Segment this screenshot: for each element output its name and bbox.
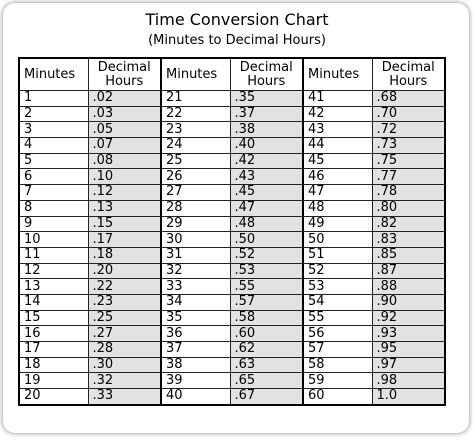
minutes-cell: 29 bbox=[161, 216, 230, 232]
table-row bbox=[19, 294, 445, 310]
decimal-hours-cell: 1.0 bbox=[372, 389, 445, 405]
minutes-cell: 47 bbox=[303, 185, 372, 201]
table-row bbox=[19, 263, 445, 279]
minutes-cell: 51 bbox=[303, 247, 372, 263]
minutes-cell: 43 bbox=[303, 122, 372, 138]
decimal-hours-cell: .15 bbox=[88, 216, 161, 232]
table-header-row bbox=[19, 58, 445, 91]
decimal-hours-cell: .73 bbox=[372, 138, 445, 154]
minutes-cell: 28 bbox=[161, 200, 230, 216]
minutes-cell: 8 bbox=[19, 200, 88, 216]
minutes-cell: 14 bbox=[19, 294, 88, 310]
minutes-cell: 2 bbox=[19, 106, 88, 122]
minutes-header: Minutes bbox=[303, 58, 372, 91]
decimal-hours-cell: .45 bbox=[230, 185, 303, 201]
decimal-hours-cell: .78 bbox=[372, 185, 445, 201]
minutes-cell: 27 bbox=[161, 185, 230, 201]
chart-title: Time Conversion Chart bbox=[145, 10, 329, 29]
decimal-hours-cell: .70 bbox=[372, 106, 445, 122]
decimal-hours-cell: .25 bbox=[88, 310, 161, 326]
table-row bbox=[19, 122, 445, 138]
decimal-hours-cell: .98 bbox=[372, 373, 445, 389]
minutes-cell: 11 bbox=[19, 247, 88, 263]
minutes-cell: 5 bbox=[19, 153, 88, 169]
minutes-cell: 55 bbox=[303, 310, 372, 326]
table-row bbox=[19, 200, 445, 216]
decimal-hours-header: Decimal Hours bbox=[88, 58, 161, 91]
minutes-cell: 33 bbox=[161, 279, 230, 295]
minutes-cell: 53 bbox=[303, 279, 372, 295]
minutes-header: Minutes bbox=[161, 58, 230, 91]
table-row bbox=[19, 216, 445, 232]
minutes-cell: 60 bbox=[303, 389, 372, 405]
decimal-hours-cell: .18 bbox=[88, 247, 161, 263]
minutes-cell: 30 bbox=[161, 232, 230, 248]
minutes-cell: 10 bbox=[19, 232, 88, 248]
minutes-cell: 26 bbox=[161, 169, 230, 185]
decimal-hours-cell: .87 bbox=[372, 263, 445, 279]
minutes-cell: 22 bbox=[161, 106, 230, 122]
decimal-hours-cell: .92 bbox=[372, 310, 445, 326]
table-row bbox=[19, 169, 445, 185]
minutes-cell: 20 bbox=[19, 389, 88, 405]
decimal-hours-cell: .37 bbox=[230, 106, 303, 122]
decimal-hours-cell: .58 bbox=[230, 310, 303, 326]
decimal-hours-cell: .30 bbox=[88, 357, 161, 373]
table-row bbox=[19, 279, 445, 295]
table-row bbox=[19, 310, 445, 326]
decimal-hours-cell: .50 bbox=[230, 232, 303, 248]
decimal-hours-cell: .60 bbox=[230, 326, 303, 342]
decimal-hours-cell: .42 bbox=[230, 153, 303, 169]
table-row bbox=[19, 326, 445, 342]
minutes-cell: 49 bbox=[303, 216, 372, 232]
decimal-hours-cell: .07 bbox=[88, 138, 161, 154]
decimal-hours-cell: .28 bbox=[88, 342, 161, 358]
decimal-hours-cell: .13 bbox=[88, 200, 161, 216]
table-row bbox=[19, 342, 445, 358]
minutes-cell: 25 bbox=[161, 153, 230, 169]
minutes-cell: 9 bbox=[19, 216, 88, 232]
decimal-hours-cell: .38 bbox=[230, 122, 303, 138]
minutes-cell: 46 bbox=[303, 169, 372, 185]
minutes-cell: 4 bbox=[19, 138, 88, 154]
minutes-cell: 15 bbox=[19, 310, 88, 326]
decimal-hours-cell: .40 bbox=[230, 138, 303, 154]
table-row bbox=[19, 185, 445, 201]
minutes-cell: 45 bbox=[303, 153, 372, 169]
decimal-hours-cell: .63 bbox=[230, 357, 303, 373]
decimal-hours-cell: .35 bbox=[230, 91, 303, 107]
minutes-cell: 41 bbox=[303, 91, 372, 107]
table-row bbox=[19, 153, 445, 169]
decimal-hours-cell: .20 bbox=[88, 263, 161, 279]
decimal-hours-cell: .90 bbox=[372, 294, 445, 310]
minutes-cell: 38 bbox=[161, 357, 230, 373]
decimal-hours-cell: .82 bbox=[372, 216, 445, 232]
decimal-hours-cell: .10 bbox=[88, 169, 161, 185]
minutes-cell: 44 bbox=[303, 138, 372, 154]
decimal-hours-cell: .02 bbox=[88, 91, 161, 107]
minutes-cell: 7 bbox=[19, 185, 88, 201]
decimal-hours-cell: .47 bbox=[230, 200, 303, 216]
decimal-hours-cell: .88 bbox=[372, 279, 445, 295]
decimal-hours-cell: .80 bbox=[372, 200, 445, 216]
decimal-hours-cell: .08 bbox=[88, 153, 161, 169]
conversion-table bbox=[18, 57, 446, 406]
table-row bbox=[19, 106, 445, 122]
decimal-hours-cell: .22 bbox=[88, 279, 161, 295]
minutes-cell: 19 bbox=[19, 373, 88, 389]
minutes-cell: 37 bbox=[161, 342, 230, 358]
minutes-cell: 34 bbox=[161, 294, 230, 310]
minutes-cell: 39 bbox=[161, 373, 230, 389]
minutes-cell: 32 bbox=[161, 263, 230, 279]
decimal-hours-cell: .48 bbox=[230, 216, 303, 232]
decimal-hours-cell: .62 bbox=[230, 342, 303, 358]
minutes-cell: 54 bbox=[303, 294, 372, 310]
decimal-hours-cell: .17 bbox=[88, 232, 161, 248]
table-row bbox=[19, 232, 445, 248]
decimal-hours-cell: .57 bbox=[230, 294, 303, 310]
decimal-hours-cell: .75 bbox=[372, 153, 445, 169]
decimal-hours-header: Decimal Hours bbox=[230, 58, 303, 91]
minutes-cell: 1 bbox=[19, 91, 88, 107]
decimal-hours-cell: .33 bbox=[88, 389, 161, 405]
minutes-cell: 23 bbox=[161, 122, 230, 138]
decimal-hours-cell: .55 bbox=[230, 279, 303, 295]
table-row bbox=[19, 389, 445, 405]
decimal-hours-cell: .67 bbox=[230, 389, 303, 405]
minutes-cell: 40 bbox=[161, 389, 230, 405]
minutes-cell: 6 bbox=[19, 169, 88, 185]
decimal-hours-cell: .68 bbox=[372, 91, 445, 107]
minutes-cell: 59 bbox=[303, 373, 372, 389]
minutes-cell: 52 bbox=[303, 263, 372, 279]
minutes-cell: 24 bbox=[161, 138, 230, 154]
table-body bbox=[19, 91, 445, 405]
decimal-hours-cell: .72 bbox=[372, 122, 445, 138]
minutes-cell: 35 bbox=[161, 310, 230, 326]
table-row bbox=[19, 247, 445, 263]
minutes-cell: 57 bbox=[303, 342, 372, 358]
decimal-hours-cell: .93 bbox=[372, 326, 445, 342]
decimal-hours-cell: .83 bbox=[372, 232, 445, 248]
minutes-cell: 42 bbox=[303, 106, 372, 122]
minutes-cell: 13 bbox=[19, 279, 88, 295]
decimal-hours-cell: .12 bbox=[88, 185, 161, 201]
decimal-hours-cell: .77 bbox=[372, 169, 445, 185]
minutes-cell: 21 bbox=[161, 91, 230, 107]
table-row bbox=[19, 373, 445, 389]
minutes-cell: 18 bbox=[19, 357, 88, 373]
minutes-cell: 56 bbox=[303, 326, 372, 342]
decimal-hours-cell: .05 bbox=[88, 122, 161, 138]
decimal-hours-cell: .85 bbox=[372, 247, 445, 263]
decimal-hours-cell: .97 bbox=[372, 357, 445, 373]
minutes-header: Minutes bbox=[19, 58, 88, 91]
table-row bbox=[19, 357, 445, 373]
minutes-cell: 48 bbox=[303, 200, 372, 216]
decimal-hours-cell: .23 bbox=[88, 294, 161, 310]
minutes-cell: 12 bbox=[19, 263, 88, 279]
minutes-cell: 58 bbox=[303, 357, 372, 373]
chart-subtitle: (Minutes to Decimal Hours) bbox=[148, 33, 326, 48]
decimal-hours-cell: .53 bbox=[230, 263, 303, 279]
minutes-cell: 50 bbox=[303, 232, 372, 248]
minutes-cell: 31 bbox=[161, 247, 230, 263]
minutes-cell: 17 bbox=[19, 342, 88, 358]
decimal-hours-cell: .27 bbox=[88, 326, 161, 342]
decimal-hours-header: Decimal Hours bbox=[372, 58, 445, 91]
minutes-cell: 36 bbox=[161, 326, 230, 342]
table-row bbox=[19, 91, 445, 107]
decimal-hours-cell: .65 bbox=[230, 373, 303, 389]
decimal-hours-cell: .95 bbox=[372, 342, 445, 358]
minutes-cell: 16 bbox=[19, 326, 88, 342]
decimal-hours-cell: .52 bbox=[230, 247, 303, 263]
decimal-hours-cell: .43 bbox=[230, 169, 303, 185]
decimal-hours-cell: .03 bbox=[88, 106, 161, 122]
decimal-hours-cell: .32 bbox=[88, 373, 161, 389]
table-row bbox=[19, 138, 445, 154]
minutes-cell: 3 bbox=[19, 122, 88, 138]
